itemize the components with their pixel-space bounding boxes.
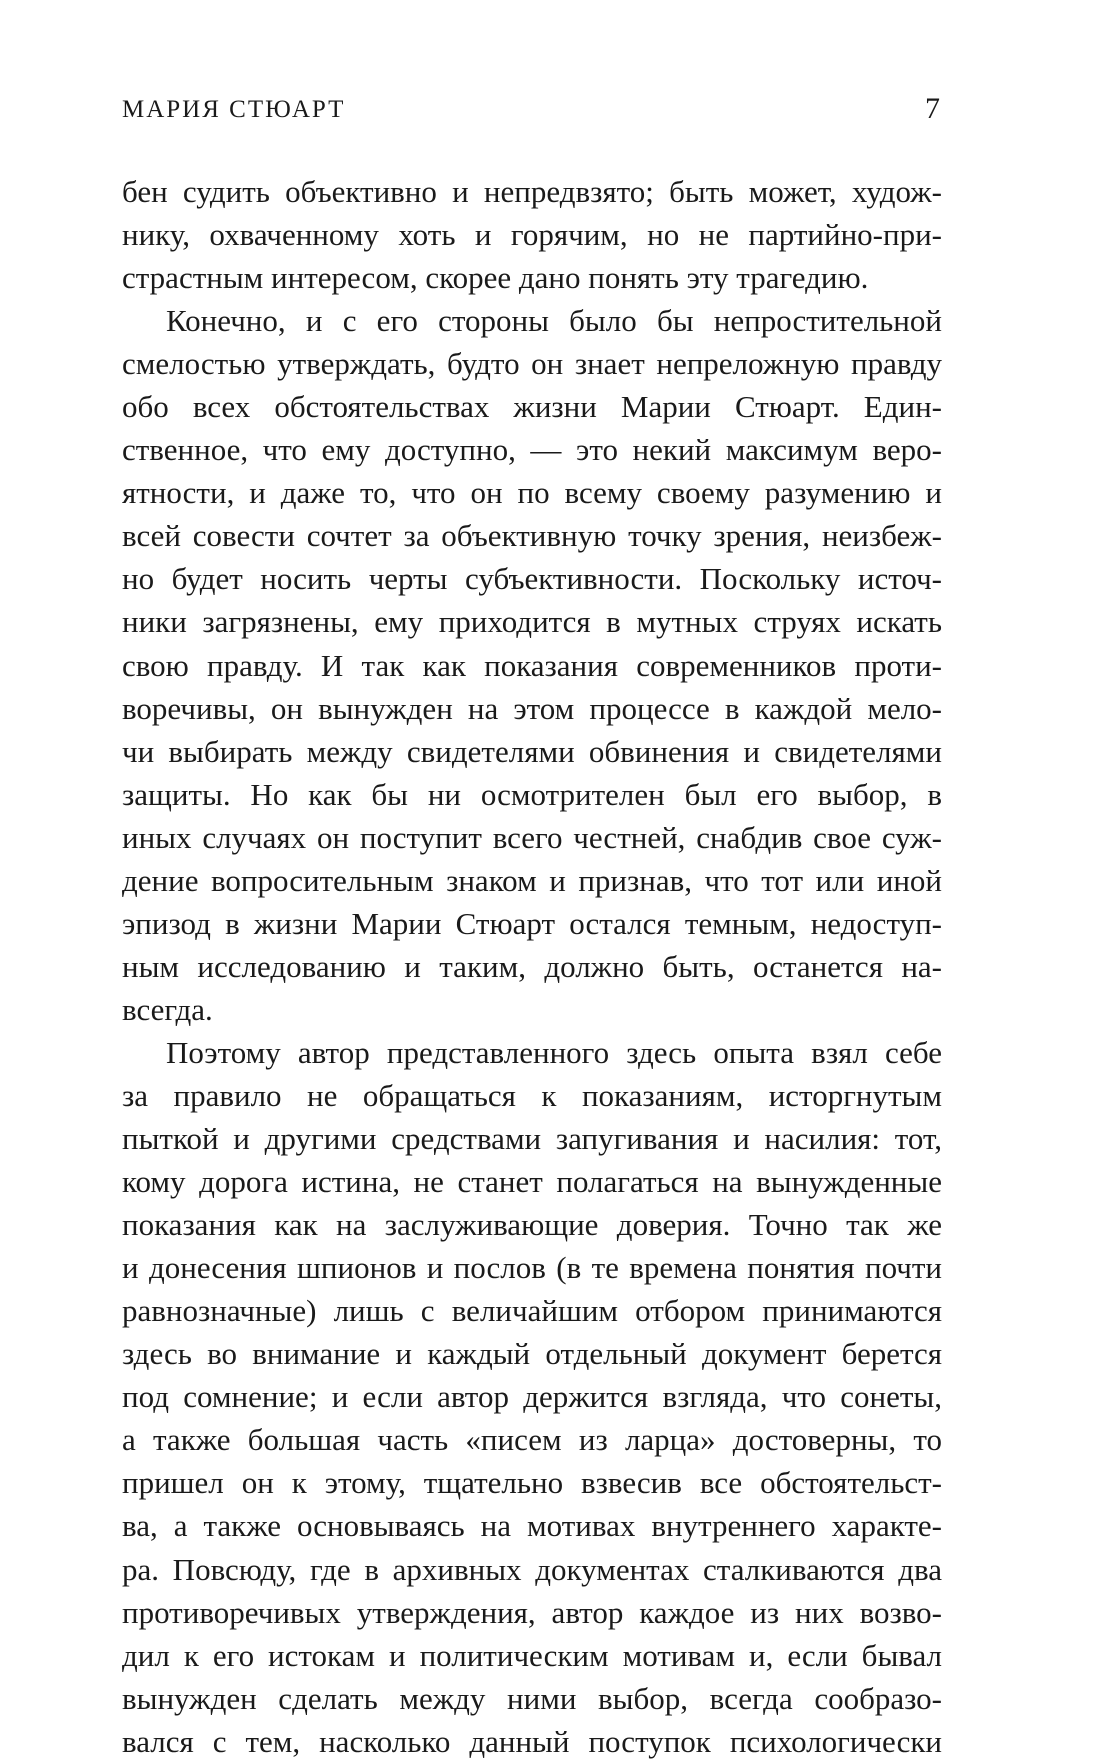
text-line: воречивы, он вынужден на этом процессе в каждой мело- (122, 690, 942, 726)
text-line: показания как на заслуживающие доверия. Точно так же (122, 1207, 942, 1243)
text-line: за правило не обращаться к показаниям, исторгнутым (122, 1077, 942, 1113)
text-line: дение вопросительным знаком и признав, что тот или иной (122, 862, 942, 898)
text-line: ники загрязнены, ему приходится в мутных струях искать (122, 604, 942, 640)
text-line: свою правду. И так как показания современников проти- (122, 647, 942, 683)
text-line: иных случаях он поступит всего честней, снабдив свое суж- (122, 819, 942, 855)
text-line: ятности, и даже то, что он по всему своему разумению и (122, 475, 942, 511)
text-line: а также большая часть «писем из ларца» достоверны, то (122, 1422, 942, 1458)
text-line: равнозначные) лишь с величайшим отбором принимаются (122, 1293, 942, 1329)
text-line: эпизод в жизни Марии Стюарт остался темным, недоступ- (122, 905, 942, 941)
text-line: обо всех обстоятельствах жизни Марии Стюарт. Един- (122, 389, 942, 425)
text-line: пыткой и другими средствами запугивания и насилия: тот, (122, 1121, 942, 1157)
text-line: всегда. (122, 991, 213, 1027)
text-line: ва, а также основываясь на мотивах внутреннего характе- (122, 1508, 942, 1544)
text-line: кому дорога истина, не станет полагаться на вынужденные (122, 1164, 942, 1200)
text-line: чи выбирать между свидетелями обвинения и свидетелями (122, 733, 942, 769)
running-title: МАРИЯ СТЮАРТ (122, 96, 346, 123)
text-line: но будет носить черты субъективности. Поскольку источ- (122, 561, 942, 597)
text-line: Конечно, и с его стороны было бы непростительной (166, 303, 942, 339)
text-line: страстным интересом, скорее дано понять эту трагедию. (122, 260, 869, 296)
text-line: вался с тем, насколько данный поступок психологически (122, 1723, 942, 1759)
page-number: 7 (925, 92, 940, 125)
text-line: под сомнение; и если автор держится взгляда, что сонеты, (122, 1379, 942, 1415)
text-line: защиты. Но как бы ни осмотрителен был его выбор, в (122, 776, 942, 812)
text-line: всей совести сочтет за объективную точку зрения, неизбеж- (122, 518, 942, 554)
body-text (122, 170, 942, 1763)
text-line: пришел он к этому, тщательно взвесив все обстоятельст- (122, 1465, 942, 1501)
text-line: бен судить объективно и непредвзято; быть может, худож- (122, 174, 942, 209)
text-line: вынужден сделать между ними выбор, всегда сообразо- (122, 1680, 942, 1716)
text-line: здесь во внимание и каждый отдельный документ берется (122, 1336, 942, 1372)
text-line: и донесения шпионов и послов (в те времена понятия почти (122, 1250, 942, 1286)
text-line: смелостью утверждать, будто он знает непреложную правду (122, 346, 942, 382)
text-line: ра. Повсюду, где в архивных документах сталкиваются два (122, 1551, 942, 1587)
text-line: ным исследованию и таким, должно быть, останется на- (122, 948, 942, 984)
text-line: нику, охваченному хоть и горячим, но не партийно-при- (122, 217, 942, 253)
text-line: ственное, что ему доступно, — это некий максимум веро- (122, 432, 942, 468)
text-line: дил к его истокам и политическим мотивам и, если бывал (122, 1637, 942, 1673)
text-line: Поэтому автор представленного здесь опыта взял себе (166, 1034, 942, 1070)
text-line: противоречивых утверждения, автор каждое из них возво- (122, 1594, 942, 1630)
